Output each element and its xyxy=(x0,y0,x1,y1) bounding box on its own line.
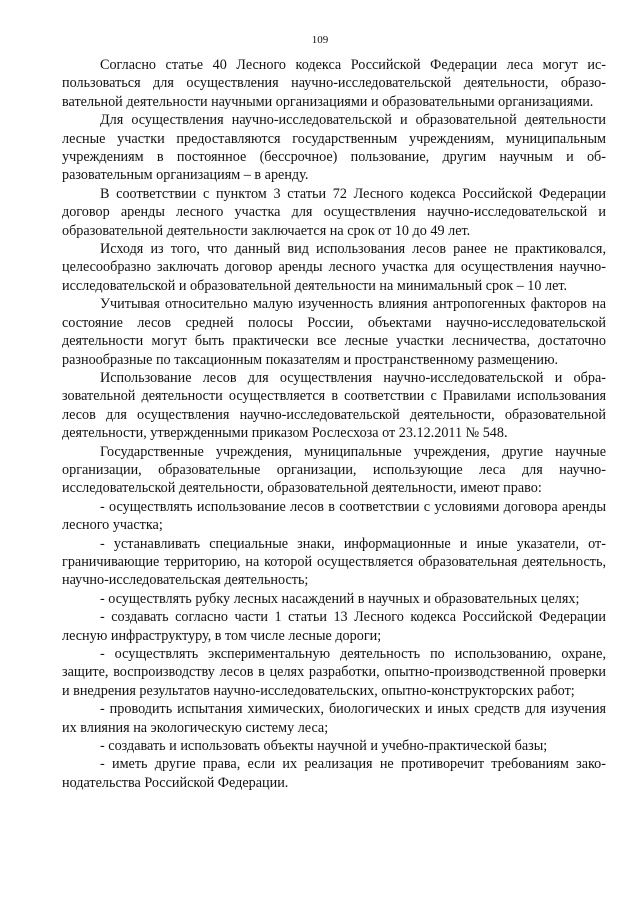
paragraph: Согласно статье 40 Лесного кодекса Российской Федерации леса могут использоваться для осуществления научно-исследовательской деятельности, образовательной деятельности научными организациями и образовательными организациями. xyxy=(62,57,606,110)
list-item: - иметь другие права, если их реализация не противоречит требованиям законодательства Российской Федерации. xyxy=(62,756,606,791)
list-item: - создавать согласно части 1 статьи 13 Лесного кодекса Российской Федерации лесную инфраструктуру, в том числе лесные дороги; xyxy=(62,609,606,644)
list-item: - устанавливать специальные знаки, информационные и иные указатели, отграничивающие территорию, на которой осуществляется образовательная деятельность, научно-исследовательская деятельность; xyxy=(62,535,606,589)
list-item: - осуществлять рубку лесных насаждений в научных и образовательных целях; xyxy=(100,590,580,607)
paragraph: В соответствии с пунктом 3 статьи 72 Лесного кодекса Российской Федерации договор аренды лесного участка для осуществления научно-исследовательской и образовательной деятельности заключается на срок от 10 до 49 лет. xyxy=(62,185,606,239)
list-item: - осуществлять использование лесов в соответствии с условиями договора аренды лесного участка; xyxy=(62,498,606,534)
list-item: - проводить испытания химических, биологических и иных средств для изучения их влияния на экологическую систему леса; xyxy=(62,701,606,736)
paragraph: Учитывая относительно малую изученность влияния антропогенных факторов на состояние лесов средней полосы России, объектами научно-исследовательской деятельности могут быть практически все лесные участки лесничества, достаточно разнообразные по таксационным показателям и пространственному размещению. xyxy=(62,296,606,368)
paragraph: Использование лесов для осуществления научно-исследовательской и образовательной деятельности осуществляется в соответствии с Правилами использования лесов для осуществления научно-исследовательской деятельности, образовательной деятельности, утвержденными приказом Рослесхоза от 23.12.2011 № 548. xyxy=(62,369,606,442)
paragraph: Для осуществления научно-исследовательской и образовательной деятельности лесные участки предоставляются государственным учреждениям, муниципальным учреждениям в постоянное (бессрочное) пользование, другим научным и образовательным организациям – в аренду. xyxy=(62,112,606,184)
page-number: 109 xyxy=(311,34,329,46)
document-body xyxy=(62,56,606,792)
list-item: - осуществлять экспериментальную деятельность по использованию, охране, защите, воспроизводству лесов в целях разработки, опытно-производственной проверки и внедрения результатов научно-исследовательских, опытно-конструкторских работ; xyxy=(62,646,606,699)
paragraph: Государственные учреждения, муниципальные учреждения, другие научные организации, образовательные организации, использующие леса для научно-исследовательской деятельности, образовательной деятельности, имеют право: xyxy=(62,443,606,497)
paragraph: Исходя из того, что данный вид использования лесов ранее не практиковался, целесообразно заключать договор аренды лесного участка для осуществления научно-исследовательской и образовательной деятельности на минимальный срок – 10 лет. xyxy=(62,241,606,294)
list-item: - создавать и использовать объекты научной и учебно-практической базы; xyxy=(100,738,548,755)
